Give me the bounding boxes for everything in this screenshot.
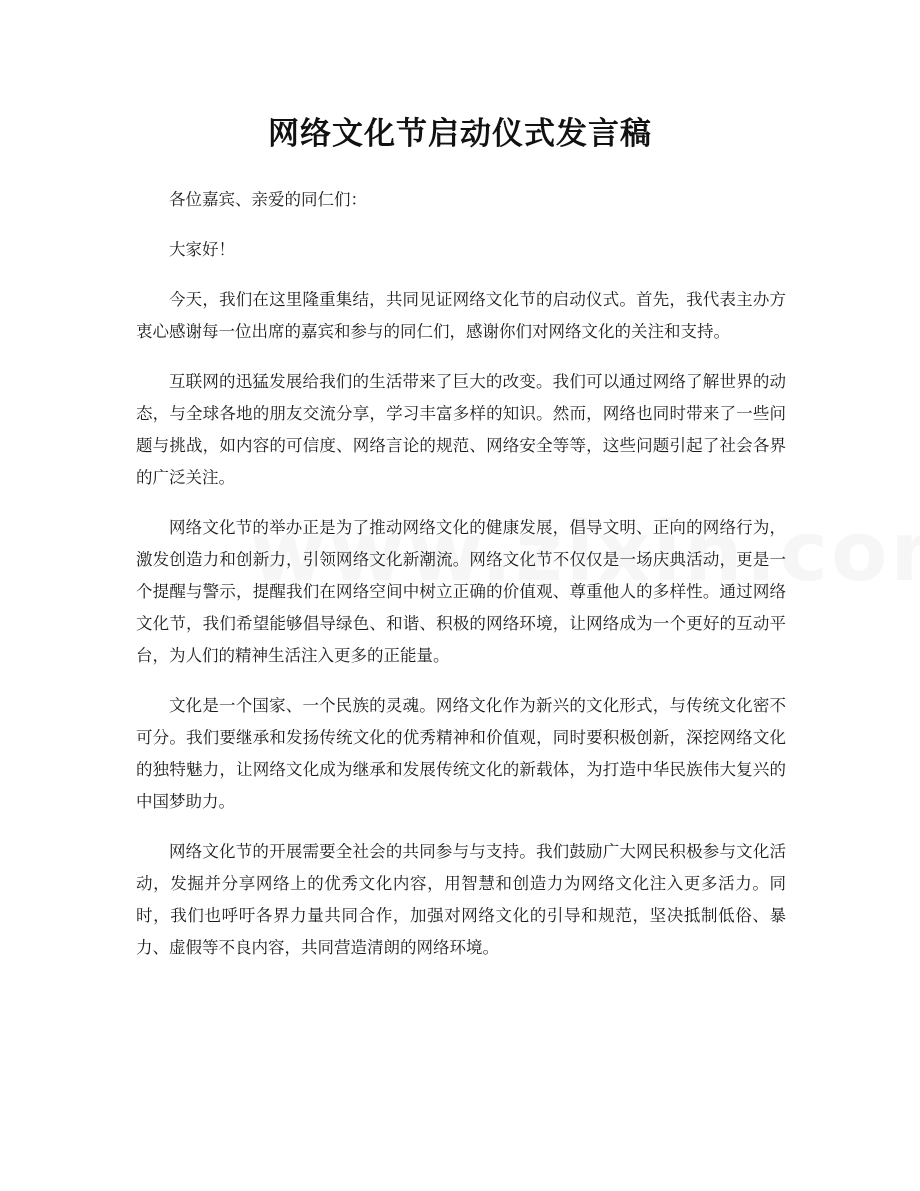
paragraph-culture: 文化是一个国家、一个民族的灵魂。网络文化作为新兴的文化形式，与传统文化密不可分。我们要继承和发扬传统文化的优秀精神和价值观，同时要积极创新，深挖网络文化的独特魅力，让网络文化成为继承和发展传统文化的新载体，为打造中华民族伟大复兴的中国梦助力。 [136,696,786,811]
document-title: 网络文化节启动仪式发言稿 [268,116,652,152]
paragraph-participation: 网络文化节的开展需要全社会的共同参与与支持。我们鼓励广大网民积极参与文化活动，发掘并分享网络上的优秀文化内容，用智慧和创造力为网络文化注入更多活力。同时，我们也呼吁各界力量共同合作，加强对网络文化的引导和规范，坚决抵制低俗、暴力、虚假等不良内容，共同营造清朗的网络环境。 [136,842,786,957]
paragraph-festival-purpose: 网络文化节的举办正是为了推动网络文化的健康发展，倡导文明、正向的网络行为，激发创造力和创新力，引领网络文化新潮流。网络文化节不仅仅是一场庆典活动，更是一个提醒与警示，提醒我们在网络空间中树立正确的价值观、尊重他人的多样性。通过网络文化节，我们希望能够倡导绿色、和谐、积极的网络环境，让网络成为一个更好的互动平台，为人们的精神生活注入更多的正能量。 [136,518,786,665]
document-body [136,184,786,982]
paragraph-greeting: 大家好！ [169,240,235,259]
paragraph-internet-development: 互联网的迅猛发展给我们的生活带来了巨大的改变。我们可以通过网络了解世界的动态，与全球各地的朋友交流分享，学习丰富多样的知识。然而，网络也同时带来了一些问题与挑战，如内容的可信度、网络言论的规范、网络安全等等，这些问题引起了社会各界的广泛关注。 [136,372,786,487]
paragraph-opening: 今天，我们在这里隆重集结，共同见证网络文化节的启动仪式。首先，我代表主办方衷心感谢每一位出席的嘉宾和参与的同仁们，感谢你们对网络文化的关注和支持。 [136,290,786,341]
paragraph-salutation: 各位嘉宾、亲爱的同仁们： [169,190,367,209]
